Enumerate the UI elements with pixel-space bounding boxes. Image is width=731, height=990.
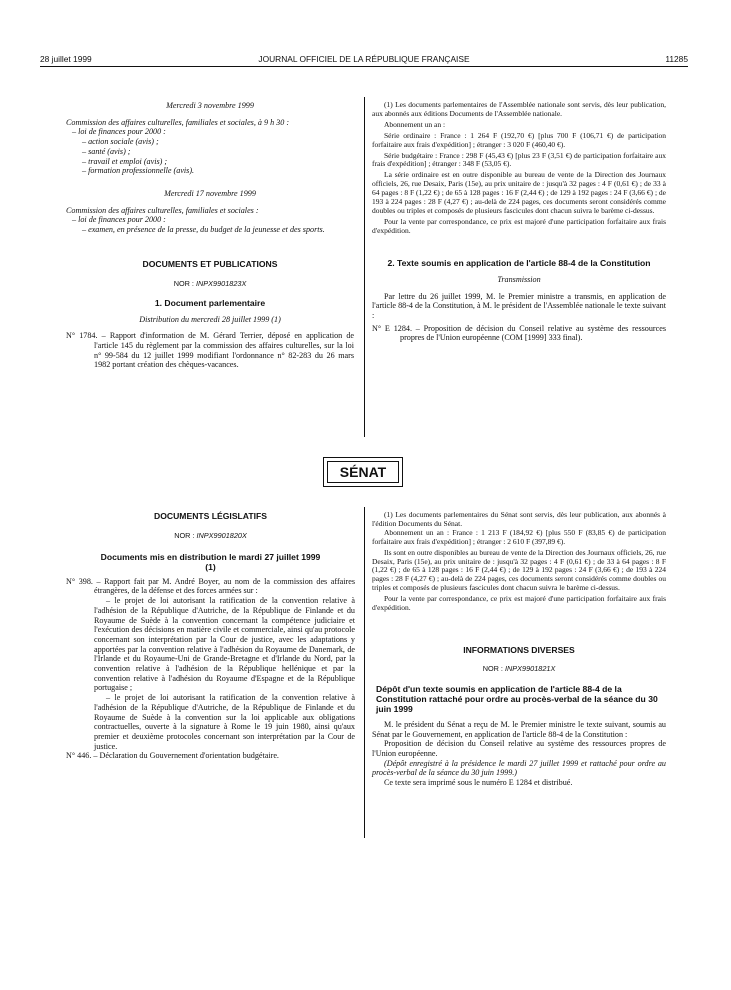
an-right-column bbox=[372, 101, 666, 343]
nor-reference: NOR : INPX9901823X bbox=[173, 278, 247, 288]
deposit-text: Ce texte sera imprimé sous le numéro E 1284 et distribué. bbox=[384, 778, 573, 788]
header-rule bbox=[40, 66, 688, 67]
bill-paragraph: – le projet de loi autorisant la ratification de la convention relative à l'adhésion de la République d'Autriche, de la République de Finlande et du Royaume de Suède à la convention sur la loi applicable aux obligations contractuelles, ouverte à la signature à Rome le 19 juin 1980, ainsi qu'aux premier et deuxième protocoles concernant son interprétation par la Cour de justice. bbox=[94, 693, 355, 751]
transmission-text: Par lettre du 26 juillet 1999, M. le Premier ministre a transmis, en application de l'article 88-4 de la Constitution, à M. le président de l'Assemblée nationale le texte suivant : bbox=[372, 291, 666, 320]
section-title-documents-legislatifs: DOCUMENTS LÉGISLATIFS bbox=[154, 511, 267, 521]
footnote: (1) Les documents parlementaires du Sénat sont servis, dès leur publication, aux abonnés à l'édition Documents du Sénat. bbox=[372, 510, 666, 528]
section-title-informations-diverses: INFORMATIONS DIVERSES bbox=[463, 644, 575, 655]
subsection-title: Documents mis en distribution le mardi 27 juillet 1999 (1) bbox=[100, 551, 321, 572]
bill-paragraph: – le projet de loi autorisant la ratification de la convention relative à l'adhésion de la République d'Autriche, de la République de Finlande et du Royaume de Suède à la convention concernant la compétence judiciaire et l'exécution des décisions en matière civile et commerciale, ainsi qu'au protocole concernant son interprétation par la Cour de justice, avec les adaptations y apportées par la convention relative à l'adhésion du Royaume de Danemark, de l'Irlande et du Royaume-Uni de Grande-Bretagne et d'Irlande du Nord, par la convention relative à l'adhésion de la République hellénique et par la convention relative à l'adhésion du Royaume d'Espagne et de la République portugaise ; bbox=[94, 596, 355, 693]
transmission-label: Transmission bbox=[497, 274, 541, 284]
agenda-commission-1: Commission des affaires culturelles, familiales et sociales, à 9 h 30 : bbox=[66, 117, 290, 127]
subscription-ordinary: Série ordinaire : France : 1 264 F (192,70 €) [plus 700 F (106,71 €) de participation forfaitaire aux frais d'expédition] ; étranger : 3 020 F (460,40 €). bbox=[372, 130, 666, 149]
document-entry: N° 398. – Rapport fait par M. André Boyer, au nom de la commission des affaires étrangères, de la défense et des forces armées sur : bbox=[66, 576, 355, 596]
agenda-item: – loi de finances pour 2000 : bbox=[72, 127, 166, 137]
column-divider bbox=[364, 97, 365, 437]
section-title-documents-publications: DOCUMENTS ET PUBLICATIONS bbox=[142, 258, 278, 269]
agenda-item: – examen, en présence de la presse, du budget de la jeunesse et des sports. bbox=[82, 225, 325, 235]
subsection-title: 1. Document parlementaire bbox=[154, 298, 266, 309]
document-entry: N° 1784. – Rapport d'information de M. Gérard Terrier, déposé en application de l'article 145 du règlement par la commission des affaires culturelles, sur la loi n° 99-584 du 12 juillet 1999 modifiant l'ordonnance n° 82-283 du 26 mars 1982 portant création des chèques-vacances. bbox=[66, 331, 354, 370]
document-entry: N° E 1284. – Proposition de décision du Conseil relative au système des ressources propres de l'Union européenne (COM [1999] 333 final). bbox=[372, 323, 666, 343]
agenda-item: – action sociale (avis) ; bbox=[82, 137, 159, 147]
subsection-title-88-4: 2. Texte soumis en application de l'article 88-4 de la Constitution bbox=[387, 257, 651, 268]
column-divider bbox=[364, 507, 365, 838]
deposit-text: M. le président du Sénat a reçu de M. le Premier ministre le texte suivant, soumis au Sénat par le Gouvernement, en application de l'article 88-4 de la Constitution : bbox=[372, 719, 666, 739]
deposit-note: (Dépôt enregistré à la présidence le mardi 27 juillet 1999 et rattaché pour ordre au procès-verbal de la séance du 30 juin 1999.) bbox=[372, 758, 666, 778]
agenda-date-2: Mercredi 17 novembre 1999 bbox=[164, 188, 256, 198]
agenda-item: – formation professionnelle (avis). bbox=[82, 166, 195, 176]
senat-title-box bbox=[323, 457, 403, 487]
agenda-item: – santé (avis) ; bbox=[82, 146, 131, 156]
sale-prices: Ils sont en outre disponibles au bureau de vente de la Direction des Journaux officiels, 26, rue Desaix, Paris (15e), au prix unitaire de : jusqu'à 32 pages : 4 F (0,61 €) ; de 33 à 64 pages : 8 F (1,22 €) ; de 65 à 128 pages : 16 F (2,44 €) ; de 129 à 192 pages : 24 F (3,66 €) ; de 193 à 224 pages : 28 F (4,27 €) ; au-delà de 224 pages, ces documents seront considérés comme doubles ou triples et composés de plusieurs fascicules dont chacun suivra le barème ci-dessus. bbox=[372, 547, 666, 593]
header-page-number: 11285 bbox=[665, 54, 688, 64]
subscription-label: Abonnement un an : bbox=[384, 119, 446, 129]
nor-reference: NOR : INPX9901820X bbox=[174, 531, 247, 540]
senat-left-column bbox=[66, 511, 355, 761]
agenda-item: – loi de finances pour 2000 : bbox=[72, 215, 166, 225]
mail-order-note: Pour la vente par correspondance, ce prix est majoré d'une participation forfaitaire aux frais d'expédition. bbox=[372, 594, 666, 613]
subscription-budget: Série budgétaire : France : 298 F (45,43 €) [plus 23 F (3,51 €) de participation forfaitaire aux frais d'expédition] ; étranger : 348 F (53,05 €). bbox=[372, 150, 666, 169]
document-entry: N° 446. – Déclaration du Gouvernement d'orientation budgétaire. bbox=[66, 751, 279, 761]
agenda-date-1: Mercredi 3 novembre 1999 bbox=[166, 101, 254, 110]
agenda-item: – travail et emploi (avis) ; bbox=[82, 156, 168, 166]
senat-title: SÉNAT bbox=[327, 461, 399, 483]
sale-prices: La série ordinaire est en outre disponible au bureau de vente de la Direction des Journaux officiels, 26, rue Desaix, Paris (15e), au prix unitaire de : jusqu'à 32 pages : 4 F (0,61 €) ; de 33 à 64 pages : 8 F (1,22 €) ; de 65 à 128 pages : 16 F (2,44 €) ; de 129 à 192 pages : 24 F (3,66 €) ; de 193 à 224 pages : 28 F (4,27 €) ; au-delà de 224 pages, ces documents seront considérés comme doubles ou triples et composés de plusieurs fascicules dont chacun suivra le barème ci-dessus. bbox=[372, 170, 666, 215]
header-journal-title: JOURNAL OFFICIEL DE LA RÉPUBLIQUE FRANÇAISE bbox=[258, 54, 470, 64]
mail-order-note: Pour la vente par correspondance, ce prix est majoré d'une participation forfaitaire aux frais d'expédition. bbox=[372, 216, 666, 235]
nor-reference: NOR : INPX9901821X bbox=[482, 663, 556, 673]
an-left-column bbox=[66, 101, 354, 370]
header-date: 28 juillet 1999 bbox=[40, 54, 92, 64]
distribution-date: Distribution du mercredi 28 juillet 1999 (1) bbox=[139, 315, 281, 325]
agenda-commission-2: Commission des affaires culturelles, familiales et sociales : bbox=[66, 205, 259, 215]
deposit-text: Proposition de décision du Conseil relative au système des ressources propres de l'Union européenne. bbox=[372, 739, 666, 758]
footnote: (1) Les documents parlementaires de l'Assemblée nationale sont servis, dès leur publication, aux abonnés aux éditions Documents de l'Assemblée nationale. bbox=[372, 100, 666, 118]
subscription: Abonnement un an : France : 1 213 F (184,92 €) [plus 550 F (83,85 €) de participation forfaitaire aux frais d'expédition] ; étranger : 2 610 F (397,89 €). bbox=[372, 527, 666, 546]
senat-right-column bbox=[372, 511, 666, 788]
deposit-title: Dépôt d'un texte soumis en application de l'article 88-4 de la Constitution rattaché pour ordre au procès-verbal de la séance du 30 juin 1999 bbox=[376, 683, 658, 714]
